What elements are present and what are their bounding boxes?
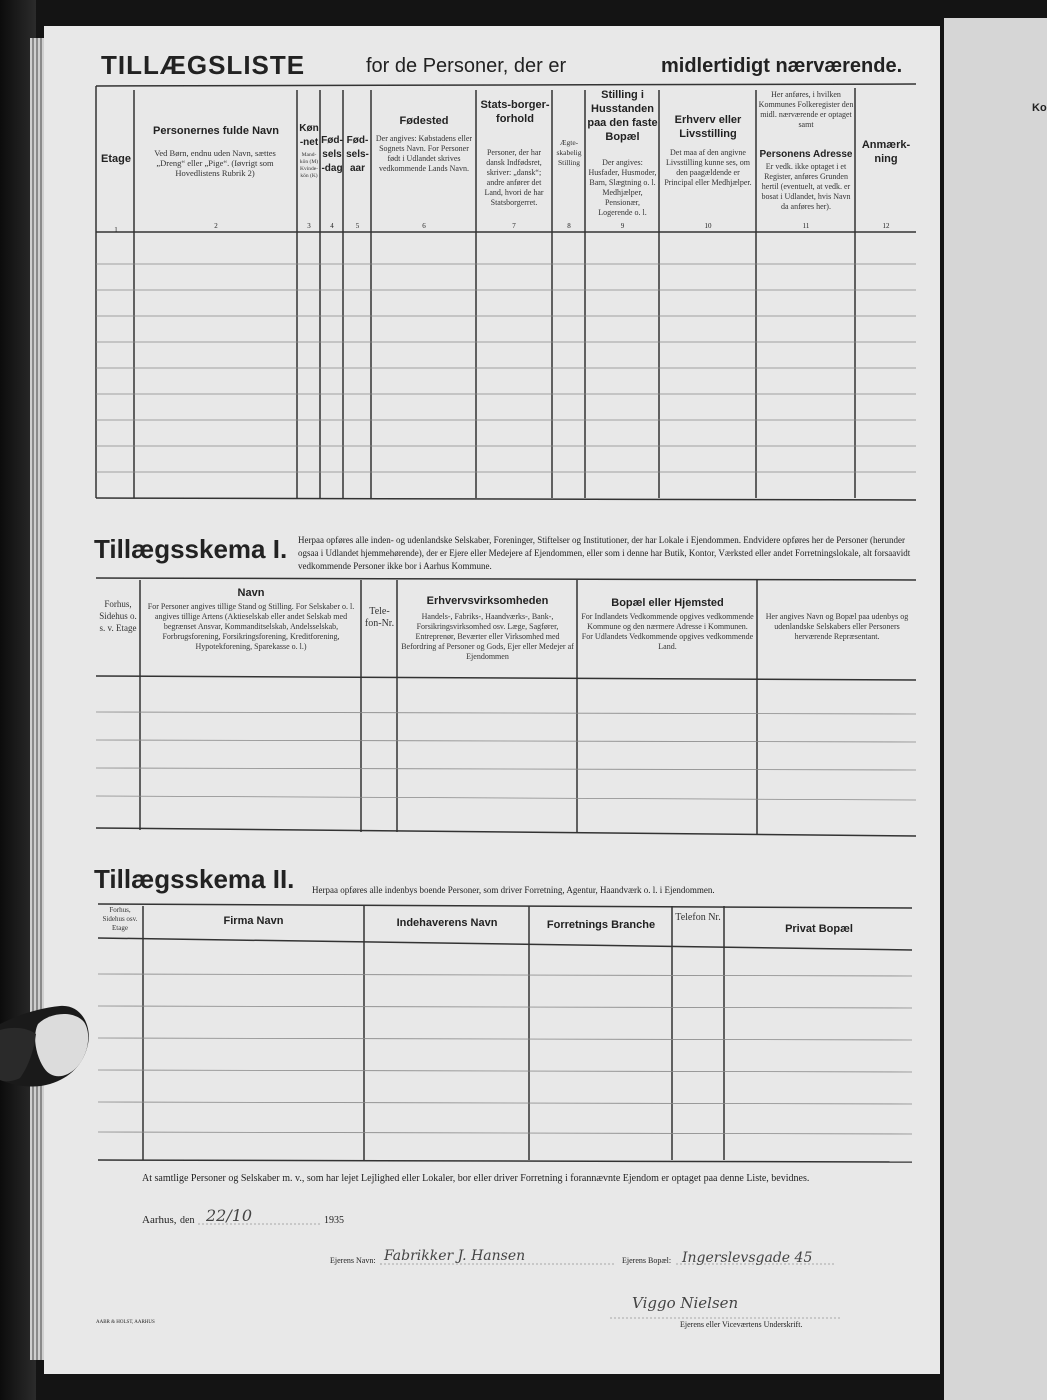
col-etage-header: Etage: [101, 153, 131, 165]
col-num: 9: [620, 222, 625, 230]
skema2-intro: Herpaa opføres alle indenbys boende Personer, som driver Forretning, Agentur, Haandværk o. l. i Ejendommen.: [312, 885, 715, 895]
col-remarks-header: Anmærk-ning: [861, 139, 911, 165]
date-handwritten: 22/10: [206, 1206, 253, 1225]
skema1-intro: Herpaa opføres alle inden- og udenlandske Selskaber, Foreninger, Stiftelser og Institutioner, der har Lokale i Ejendommen. Endvidere opføres her de Personer (herunder ogsaa i Udlandet hjemmehørende), der er Ejere eller Medejere af Ejendommen, eller som i denne har Butik, Kontor, Værksted eller andet Forretningslokale, alt forsaavidt vedkommende Personer ikke bor i Aarhus Kommune.: [298, 535, 911, 571]
col-occupation-header: Erhverv eller Livsstilling: [674, 114, 742, 140]
s1-col-etage: Forhus, Sidehus o. s. v. Etage: [99, 599, 137, 633]
s1-col-business-sub: Handels-, Fabriks-, Haandværks-, Bank-, Forsikringsvirksomhed osv. Læge, Sagfører, Entreprenør, Beværter eller Virksomhed med Befordring af Personer og Gods, Ejer eller Medejer af Ejendommen: [401, 612, 574, 661]
s2-col-phone: Telefon Nr.: [675, 912, 721, 923]
col-num: 6: [422, 222, 426, 230]
next-page-text: Ko: [1032, 102, 1047, 114]
col-name-header: Personernes fulde Navn: [153, 125, 279, 137]
s1-col-name-sub: For Personer angives tillige Stand og Stilling. For Selskaber o. l. angives tillige Artens (Aktieselskab eller andet Selskab med begrænset Ansvar, Kommanditselskab, Andelsselskab, Forbrugsforening, Forsikringsforening, Kreditforening, Hypotekforening, Sparekasse o. l.): [147, 602, 355, 651]
col-num: 11: [802, 222, 810, 230]
col-birthplace-sub: Der angives: Købstadens eller Sognets Navn. For Personer født i Udlandet skrives vedkommende Lands Navn.: [375, 134, 473, 173]
col-birthplace-header: Fødested: [399, 115, 449, 127]
s2-col-etage: Forhus, Sidehus osv. Etage: [102, 906, 138, 932]
col-marital-sub: Ægte-skabelig Stilling: [556, 138, 582, 167]
skema1-title: Tillægsskema I.: [94, 534, 288, 564]
printer-mark: AABR & HOLST, AARHUS: [96, 1320, 155, 1325]
s2-col-owner: Indehaverens Navn: [396, 917, 498, 929]
list-title-rest: for de Personer, der er: [366, 55, 567, 77]
owner-address-label: Ejerens Bopæl:: [622, 1256, 672, 1265]
col-address-header: Personens Adresse: [759, 149, 853, 160]
date-prefix: den: [180, 1215, 195, 1226]
col-num: 4: [330, 222, 334, 230]
col-address-sub2: Er vedk. ikke optaget i et Register, anføres Grunden hertil (eventuelt, at vedk. er bosat i Udlandet, hvis Navn da anføres her).: [761, 162, 851, 211]
thumb-image: [0, 1004, 92, 1090]
owner-name-handwritten: Fabrikker J. Hansen: [384, 1248, 526, 1264]
col-address-sub: Her anføres, i hvilken Kommunes Folkeregister den midl. nærværende er optaget samt: [758, 90, 854, 129]
list-title-bold: midlertidigt nærværende.: [661, 55, 903, 77]
s1-col-residence-sub: For Indlandets Vedkommende opgives vedkommende Kommune og den nærmere Adresse i Kommunen. For Udlandets Vedkommende opgives vedkommende Land.: [581, 612, 754, 651]
col-birthday-header: Fød-sels-dag: [321, 135, 343, 174]
col-occupation-sub: Det maa af den angivne Livsstilling kunne ses, om den paagældende er Principal eller Medhjælper.: [664, 148, 752, 187]
col-sex-sub: Mand-kön (M) Kvinde-kön (K): [299, 152, 319, 179]
year-label: 1935: [324, 1215, 344, 1226]
col-num: 7: [512, 222, 516, 230]
col-name-sub: Ved Børn, endnu uden Navn, sættes „Dreng“ eller „Pige“. (Iøvrigt som Hovedlistens Rubrik 2): [154, 148, 276, 178]
s2-col-firm: Firma Navn: [223, 915, 284, 927]
col-num: 3: [307, 222, 311, 230]
col-num: 2: [214, 222, 218, 230]
skema2-title: Tillægsskema II.: [94, 864, 295, 894]
s1-col-name-header: Navn: [237, 587, 265, 599]
s1-col-business-header: Erhvervsvirksomheden: [426, 595, 549, 607]
s1-col-residence-header: Bopæl eller Hjemsted: [611, 597, 724, 609]
col-sex-header: Køn-net: [299, 123, 319, 148]
s1-col-representative: Her angives Navn og Bopæl paa udenbys og udenlandske Selskabers eller Personers herværende Repræsentant.: [765, 612, 909, 641]
col-num: 5: [355, 222, 360, 230]
owner-name-label: Ejerens Navn:: [330, 1256, 376, 1265]
declaration-text: At samtlige Personer og Selskaber m. v., som har lejet Lejlighed eller Lokaler, bor eller driver Forretning i forannævnte Ejendom er optaget paa denne Liste, bevidnes.: [142, 1173, 810, 1184]
col-household-sub: Der angives: Husfader, Husmoder, Barn, Slægtning o. l. Medhjælper, Pensionær, Logerende o. l.: [588, 158, 657, 217]
col-birthyear-header: Fød-sels-aar: [346, 135, 369, 174]
col-citizenship-header: Stats-borger-forhold: [480, 99, 550, 125]
s2-col-residence: Privat Bopæl: [785, 923, 853, 935]
col-num: 1: [114, 226, 118, 234]
col-num: 12: [882, 222, 890, 230]
owner-address-handwritten: Ingerslevsgade 45: [682, 1250, 813, 1266]
signature-label: Ejerens eller Viceværtens Underskrift.: [680, 1320, 803, 1329]
s2-col-branch: Forretnings Branche: [546, 919, 656, 931]
place-label: Aarhus,: [142, 1214, 177, 1226]
col-num: 10: [704, 222, 712, 230]
signature-handwritten: Viggo Nielsen: [632, 1294, 739, 1312]
col-num: 8: [567, 222, 571, 230]
col-citizenship-sub: Personer, der har dansk Indfødsret, skriver: „dansk“; andre anfører det Land, hvori de har Statsborgerret.: [484, 148, 544, 207]
list-title: TILLÆGSLISTE: [101, 50, 306, 80]
col-household-header: Stilling i Husstanden paa den faste Bopæl: [587, 89, 658, 143]
s1-col-phone: Tele-fon-Nr.: [364, 606, 395, 629]
